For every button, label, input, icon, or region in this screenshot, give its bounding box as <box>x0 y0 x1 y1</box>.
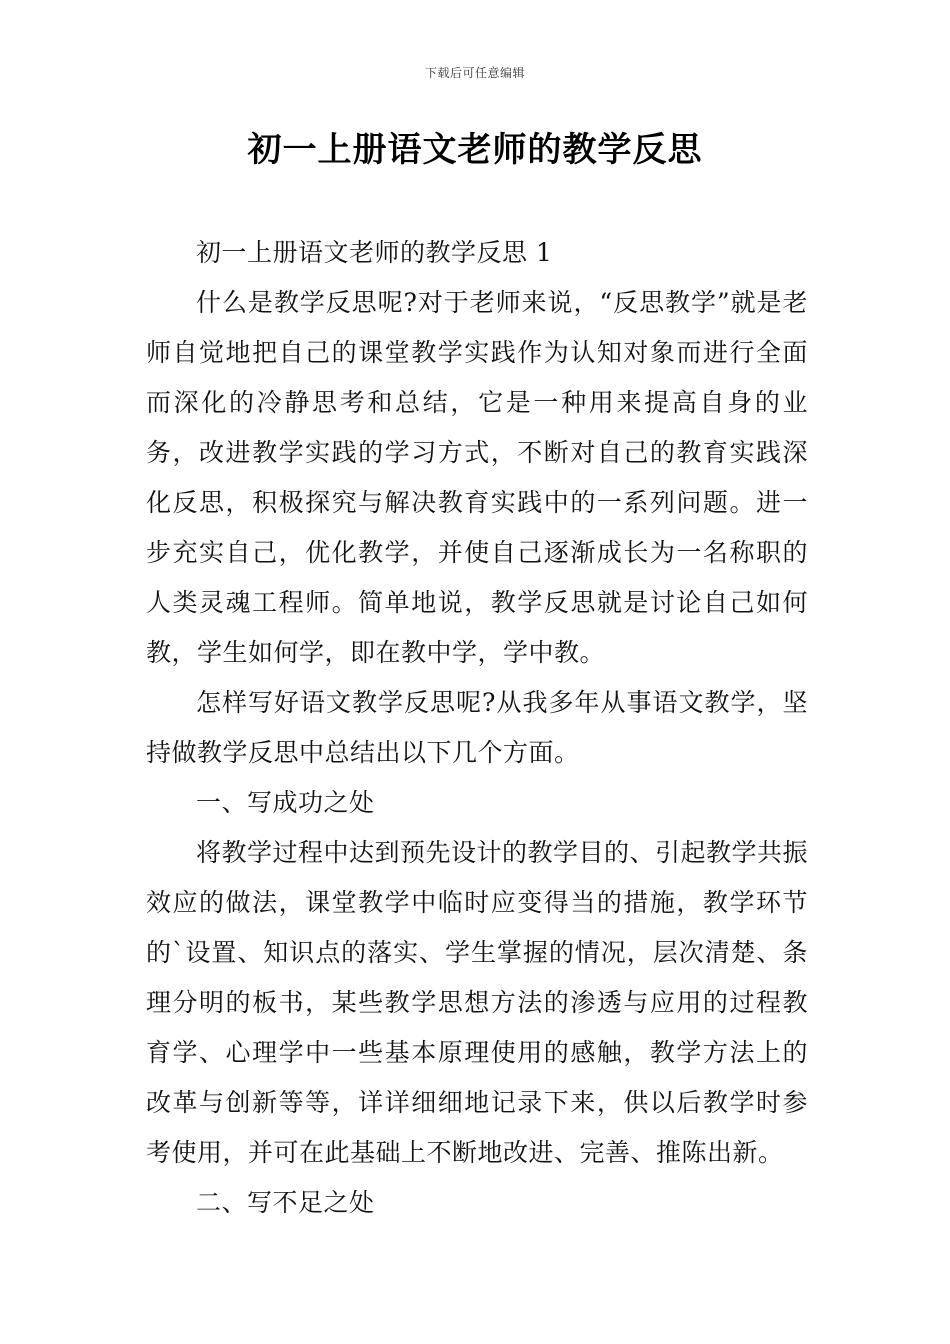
document-body <box>146 228 808 1228</box>
subsection-heading: 二、写不足之处 <box>196 1188 375 1217</box>
body-paragraph: 什么是教学反思呢?对于老师来说，“反思教学”就是老师自觉地把自己的课堂教学实践作为认知对象而进行全面而深化的冷静思考和总结，它是一种用来提高自身的业务，改进教学实践的学习方式，不断对自己的教育实践深化反思，积极探究与解决教育实践中的一系列问题。进一步充实自己，优化教学，并使自己逐渐成长为一名称职的人类灵魂工程师。简单地说，教学反思就是讨论自己如何教，学生如何学，即在教中学，学中教。 <box>146 288 808 667</box>
body-paragraph: 怎样写好语文教学反思呢?从我多年从事语文教学，坚持做教学反思中总结出以下几个方面。 <box>146 688 808 767</box>
section-heading: 初一上册语文老师的教学反思 1 <box>196 238 553 267</box>
header-note: 下载后可任意编辑 <box>424 66 525 80</box>
body-paragraph: 将教学过程中达到预先设计的教学目的、引起教学共振效应的做法，课堂教学中临时应变得当的措施，教学环节的`设置、知识点的落实、学生掌握的情况，层次清楚、条理分明的板书，某些教学思想方法的渗透与应用的过程教育学、心理学中一些基本原理使用的感触，教学方法上的改革与创新等等，详详细细地记录下来，供以后教学时参考使用，并可在此基础上不断地改进、完善、推陈出新。 <box>146 838 809 1167</box>
document-title: 初一上册语文老师的教学反思 <box>247 130 703 170</box>
subsection-heading: 一、写成功之处 <box>196 788 375 817</box>
